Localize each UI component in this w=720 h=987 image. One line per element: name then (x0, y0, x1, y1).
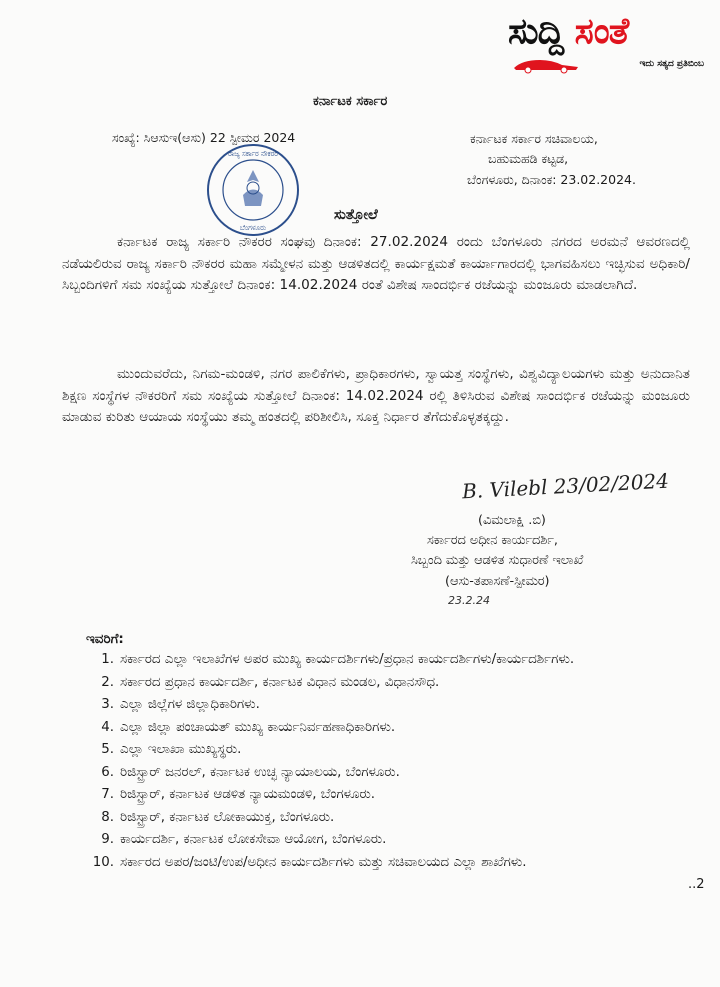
logo-tagline: ಇದು ಸತ್ಯದ ಪ್ರತಿಬಿಂಬ (639, 59, 704, 69)
paragraph-2-text: ಮುಂದುವರೆದು, ನಿಗಮ-ಮಂಡಳಿ, ನಗರ ಪಾಲಿಕೆಗಳು, ಪ್ರಾಧಿಕಾರಗಳು, ಸ್ವಾಯತ್ತ ಸಂಸ್ಥೆಗಳು, ವಿಶ್ವವಿದ್ಯಾಲಯಗಳು ಮತ್ತು ಅನುದಾನಿತ ಶಿಕ್ಷಣ ಸಂಸ್ಥೆಗಳ ನೌಕರರಿಗೆ ಸಮ ಸಂಖ್ಯೆಯ ಸುತ್ತೋಲೆ ದಿನಾಂಕ: 14.02.2024 ರಲ್ಲಿ ತಿಳಿಸಿರುವ ವಿಶೇಷ ಸಾಂದರ್ಭಿಕ ರಜೆಯನ್ನು ಮಂಜೂರು ಮಾಡುವ ಕುರಿತು ಆಯಾಯ ಸಂಸ್ಥೆಯು ತಮ್ಮ ಹಂತದಲ್ಲಿ ಪರಿಶೀಲಿಸಿ, ಸೂಕ್ತ ನಿರ್ಧಾರ ತೆಗೆದುಕೊಳ್ಳತಕ್ಕದ್ದು. (62, 366, 690, 425)
signatory-name: (ವಿಮಲಾಕ್ಷಿ .ಬಿ) (478, 513, 546, 528)
body-paragraph-2 (62, 364, 690, 429)
item-text: ಎಲ್ಲಾ ಇಲಾಖಾ ಮುಖ್ಯಸ್ಥರು. (120, 742, 242, 757)
signatory-department: ಸಿಬ್ಬಂದಿ ಮತ್ತು ಆಡಳಿತ ಸುಧಾರಣೆ ಇಲಾಖೆ (411, 553, 584, 568)
list-item (86, 651, 706, 670)
circular-title: ಸುತ್ತೋಲೆ (334, 207, 378, 223)
item-number: 5. (101, 742, 114, 757)
item-number: 7. (101, 787, 114, 802)
list-item (86, 764, 706, 783)
logo-brand-right: ಸಂತೆ (574, 11, 629, 52)
signatory-designation: ಸರ್ಕಾರದ ಅಧೀನ ಕಾರ್ಯದರ್ಶಿ, (427, 533, 558, 548)
recipients-title: ಇವರಿಗೆ: (86, 631, 124, 647)
item-number: 10. (92, 854, 114, 870)
item-text: ಎಲ್ಲಾ ಜಿಲ್ಲಾ ಪಂಚಾಯತ್ ಮುಖ್ಯ ಕಾರ್ಯನಿರ್ವಹಣಾಧಿಕಾರಿಗಳು. (120, 719, 396, 735)
office-line-2: ಬಹುಮಹಡಿ ಕಟ್ಟಡ, (488, 151, 569, 166)
item-number: 9. (101, 832, 114, 847)
list-item (86, 809, 706, 828)
item-number: 1. (101, 652, 114, 667)
item-number: 6. (101, 764, 114, 780)
body-paragraph-1 (62, 232, 690, 297)
logo-brand (508, 10, 628, 54)
item-text: ಸರ್ಕಾರದ ಅಪರ/ಜಂಟಿ/ಉಪ/ಅಧೀನ ಕಾರ್ಯದರ್ಶಿಗಳು ಮತ್ತು ಸಚಿವಾಲಯದ ಎಲ್ಲಾ ಶಾಖೆಗಳು. (120, 854, 527, 870)
office-date-line: ಬೆಂಗಳೂರು, ದಿನಾಂಕ: 23.02.2024. (467, 172, 636, 187)
item-text: ಎಲ್ಲಾ ಜಿಲ್ಲೆಗಳ ಜಿಲ್ಲಾಧಿಕಾರಿಗಳು. (120, 697, 260, 712)
list-item (86, 741, 706, 760)
item-text: ರಿಜಿಸ್ಟ್ರಾರ್, ಕರ್ನಾಟಕ ಆಡಳಿತ ನ್ಯಾಯಮಂಡಳಿ, ಬೆಂಗಳೂರು. (120, 787, 376, 802)
list-item (86, 831, 706, 850)
sudhi-sante-logo (508, 10, 708, 80)
government-heading: ಕರ್ನಾಟಕ ಸರ್ಕಾರ (313, 94, 388, 109)
list-item (86, 696, 706, 715)
document-number: ಸಂಖ್ಯೆ: ಸಿಆಸುಇ(ಆಸು) 22 ಸ್ಪೀಮರ 2024 (112, 130, 296, 145)
page-continuation-marker: ..2 (688, 877, 705, 892)
item-number: 4. (101, 719, 114, 735)
item-number: 2. (101, 674, 114, 690)
signatory-section: (ಆಸು-ತಪಾಸಣೆ-ಸ್ಪೀಮರ) (445, 574, 550, 589)
car-icon (512, 54, 582, 74)
recipients-list (86, 651, 706, 876)
item-text: ಕಾರ್ಯದರ್ಶಿ, ಕರ್ನಾಟಕ ಲೋಕಸೇವಾ ಆಯೋಗ, ಬೆಂಗಳೂರು. (120, 832, 387, 847)
list-item (86, 719, 706, 738)
svg-text:ರಾಜ್ಯ ಸರ್ಕಾರ ನೌಕರರ: ರಾಜ್ಯ ಸರ್ಕಾರ ನೌಕರರ (227, 150, 279, 158)
initials-mark: 23.2.24 (448, 594, 490, 607)
office-line-1: ಕರ್ನಾಟಕ ಸರ್ಕಾರ ಸಚಿವಾಲಯ, (470, 131, 598, 146)
svg-text:ಬೆಂಗಳೂರು: ಬೆಂಗಳೂರು (239, 224, 267, 232)
item-text: ಸರ್ಕಾರದ ಪ್ರಧಾನ ಕಾರ್ಯದರ್ಶಿ, ಕರ್ನಾಟಕ ವಿಧಾನ ಮಂಡಲ, ವಿಧಾನಸೌಧ. (120, 674, 440, 690)
association-seal-stamp (203, 140, 303, 240)
item-number: 3. (101, 697, 114, 712)
item-text: ರಿಜಿಸ್ಟ್ರಾರ್, ಕರ್ನಾಟಕ ಲೋಕಾಯುಕ್ತ, ಬೆಂಗಳೂರು. (120, 809, 335, 825)
paragraph-1-text: ಕರ್ನಾಟಕ ರಾಜ್ಯ ಸರ್ಕಾರಿ ನೌಕರರ ಸಂಘವು ದಿನಾಂಕ: 27.02.2024 ರಂದು ಬೆಂಗಳೂರು ನಗರದ ಅರಮನೆ ಆವರಣದಲ್ಲಿ ನಡೆಯಲಿರುವ ರಾಜ್ಯ ಸರ್ಕಾರಿ ನೌಕರರ ಮಹಾ ಸಮ್ಮೇಳನ ಮತ್ತು ಆಡಳಿತದಲ್ಲಿ ಕಾರ್ಯಕ್ಷಮತೆ ಕಾರ್ಯಾಗಾರದಲ್ಲಿ ಭಾಗವಹಿಸಲು ಇಚ್ಛಿಸುವ ಅಧಿಕಾರಿ/ಸಿಬ್ಬಂದಿಗಳಿಗೆ ಸಮ ಸಂಖ್ಯೆಯ ಸುತ್ತೋಲೆ ದಿನಾಂಕ: 14.02.2024 ರಂತೆ ವಿಶೇಷ ಸಾಂದರ್ಭಿಕ ರಜೆಯನ್ನು ಮಂಜೂರು ಮಾಡಲಾಗಿದೆ. (62, 234, 690, 293)
item-text: ರಿಜಿಸ್ಟ್ರಾರ್ ಜನರಲ್, ಕರ್ನಾಟಕ ಉಚ್ಛ ನ್ಯಾಯಾಲಯ, ಬೆಂಗಳೂರು. (120, 764, 400, 780)
list-item (86, 786, 706, 805)
list-item (86, 854, 706, 873)
item-text: ಸರ್ಕಾರದ ಎಲ್ಲಾ ಇಲಾಖೆಗಳ ಅಪರ ಮುಖ್ಯ ಕಾರ್ಯದರ್ಶಿಗಳು/ಪ್ರಧಾನ ಕಾರ್ಯದರ್ಶಿಗಳು/ಕಾರ್ಯದರ್ಶಿಗಳು. (120, 652, 575, 667)
handwritten-signature: B. Vilebl 23/02/2024 (461, 468, 670, 504)
list-item (86, 674, 706, 693)
logo-brand-left: ಸುದ್ದಿ (508, 11, 564, 52)
item-number: 8. (101, 809, 114, 825)
